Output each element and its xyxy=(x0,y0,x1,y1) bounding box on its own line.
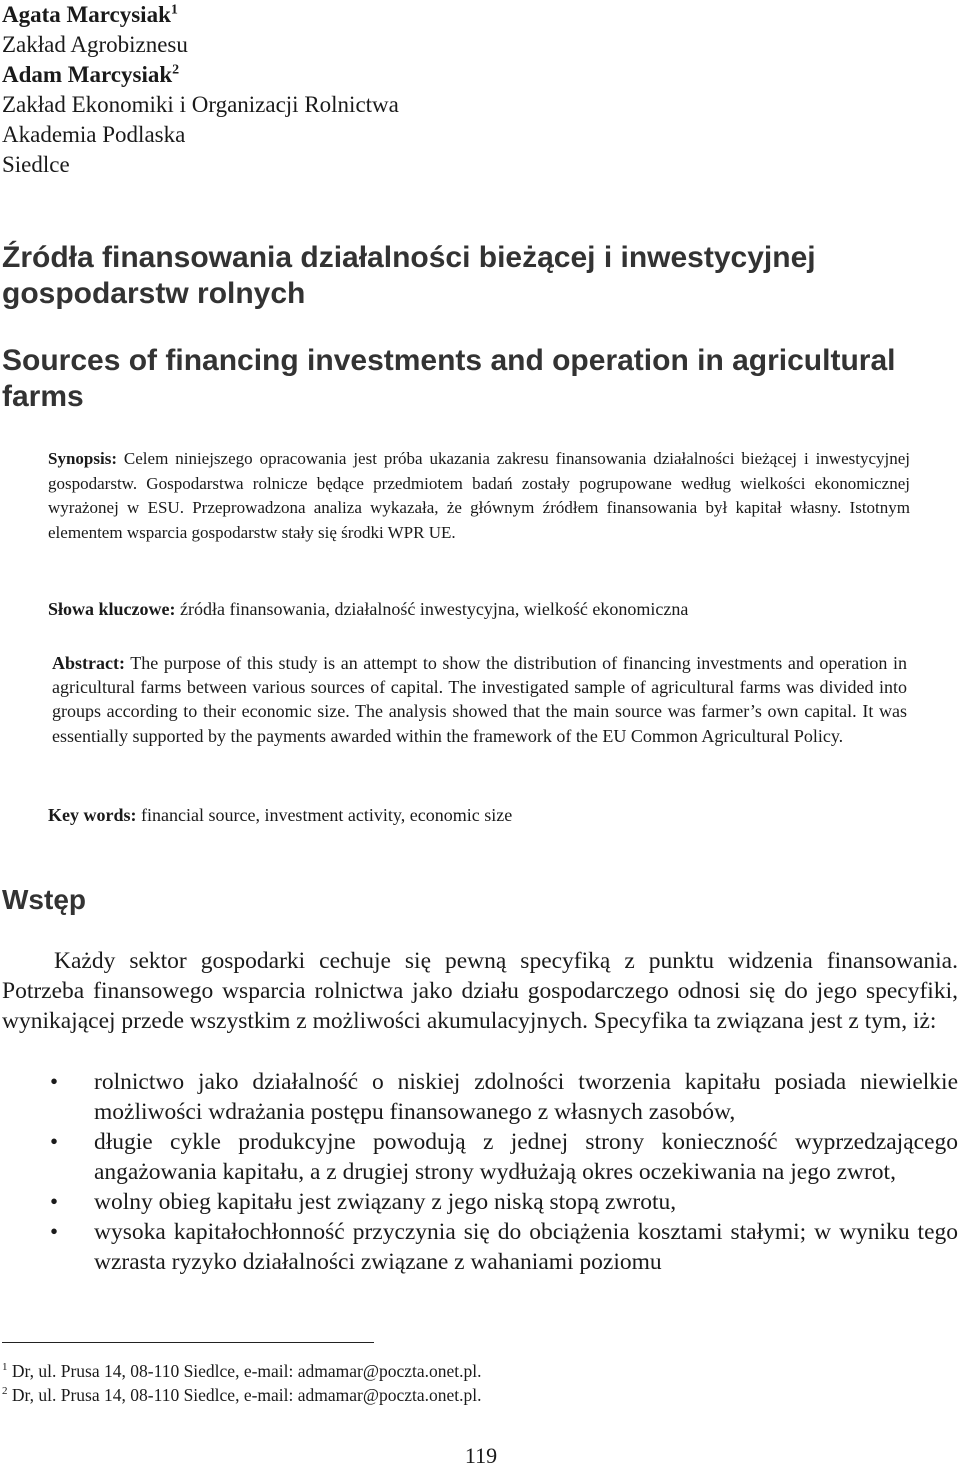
abstract-label: Abstract: xyxy=(52,653,125,673)
bullet-icon: • xyxy=(50,1069,59,1094)
synopsis-label: Synopsis: xyxy=(48,449,117,468)
keywords-polish xyxy=(48,597,910,621)
synopsis xyxy=(48,447,910,545)
keywords-english-text: financial source, investment activity, economic size xyxy=(141,805,513,825)
author-name: Adam Marcysiak xyxy=(2,62,173,87)
page-number: 119 xyxy=(464,1443,498,1468)
list-item xyxy=(2,1217,958,1277)
author-1-unit: Zakład Agrobiznesu xyxy=(2,32,188,57)
bullet-list xyxy=(2,1067,958,1277)
list-item xyxy=(2,1187,958,1217)
author-2-unit: Zakład Ekonomiki i Organizacji Rolnictwa xyxy=(2,92,399,117)
abstract-text: The purpose of this study is an attempt to show the distribution of financing investments and operation in agricultural farms between various sources of capital. The investigated sample of agricultural farms was divided into groups according to their economic size. The analysis showed that the main source was farmer’s own capital. It was essentially supported by the payments awarded within the framework of the EU Common Agricultural Policy. xyxy=(52,653,907,746)
keywords-english xyxy=(48,803,910,827)
list-item-text: rolnictwo jako działalność o niskiej zdolności tworzenia kapitału posiada niewielkie możliwości wdrażania postępu finansowanego z własnych zasobów, xyxy=(94,1069,958,1125)
footnote-1 xyxy=(2,1359,902,1383)
footnotes xyxy=(2,1359,902,1407)
keywords-polish-text: źródła finansowania, działalność inwestycyjna, wielkość ekonomiczna xyxy=(180,599,689,619)
author-2 xyxy=(2,60,702,90)
section-heading: Wstęp xyxy=(2,884,86,915)
list-item xyxy=(2,1067,958,1127)
title-polish: Źródła finansowania działalności bieżącej i inwestycyjnej gospodarstw rolnych xyxy=(2,241,816,310)
list-item xyxy=(2,1127,958,1187)
footnote-divider xyxy=(2,1342,374,1343)
list-item-text: długie cykle produkcyjne powodują z jednej strony konieczność wyprzedzającego angażowania kapitału, a z drugiej strony wydłużają okres oczekiwania na jego zwrot, xyxy=(94,1129,958,1185)
abstract xyxy=(52,651,907,748)
bullet-icon: • xyxy=(50,1129,59,1154)
bullet-icon: • xyxy=(50,1219,59,1244)
keywords-english-label: Key words: xyxy=(48,805,137,825)
synopsis-text: Celem niniejszego opracowania jest próba ukazania zakresu finansowania działalności bieżącej i inwestycyjnej gospodarstw. Gospodarstwa rolnicze będące przedmiotem badań zostały pogrupowane według wielkości ekonomicznej wyrażonej w ESU. Przeprowadzona analiza wykazała, że głównym źródłem finansowania był kapitał własny. Istotnym elementem wsparcia gospodarstw stały się środki WPR UE. xyxy=(48,449,911,542)
keywords-polish-label: Słowa kluczowe: xyxy=(48,599,176,619)
city: Siedlce xyxy=(2,152,70,177)
intro-body xyxy=(2,946,958,1036)
bullet-icon: • xyxy=(50,1189,59,1214)
footnote-text: Dr, ul. Prusa 14, 08-110 Siedlce, e-mail: admamar@poczta.onet.pl. xyxy=(11,1361,482,1381)
intro-paragraph: Każdy sektor gospodarki cechuje się pewną specyfiką z punktu widzenia finansowania. Potrzeba finansowego wsparcia rolnictwa jako działu gospodarczego odnosi się do jego specyfiki, wynikającej przede wszystkim z możliwości akumulacyjnych. Specyfika ta związana jest z tym, iż: xyxy=(2,948,958,1034)
footnote-mark: 1 xyxy=(2,1361,8,1374)
list-item-text: wysoka kapitałochłonność przyczynia się do obciążenia kosztami stałymi; w wyniku tego wzrasta ryzyko działalności związane z wahaniami poziomu xyxy=(94,1219,958,1275)
author-block xyxy=(2,0,702,180)
list-item-text: wolny obieg kapitału jest związany z jego niską stopą zwrotu, xyxy=(94,1189,677,1215)
title-english: Sources of financing investments and operation in agricultural farms xyxy=(2,344,896,413)
footnote-mark: 1 xyxy=(170,2,178,18)
author-1 xyxy=(2,0,702,30)
author-name: Agata Marcysiak xyxy=(2,2,171,27)
footnote-text: Dr, ul. Prusa 14, 08-110 Siedlce, e-mail: admamar@poczta.onet.pl. xyxy=(11,1385,482,1405)
footnote-mark: 2 xyxy=(172,62,180,78)
footnote-2 xyxy=(2,1383,902,1407)
footnote-mark: 2 xyxy=(2,1385,8,1398)
institution: Akademia Podlaska xyxy=(2,122,186,147)
